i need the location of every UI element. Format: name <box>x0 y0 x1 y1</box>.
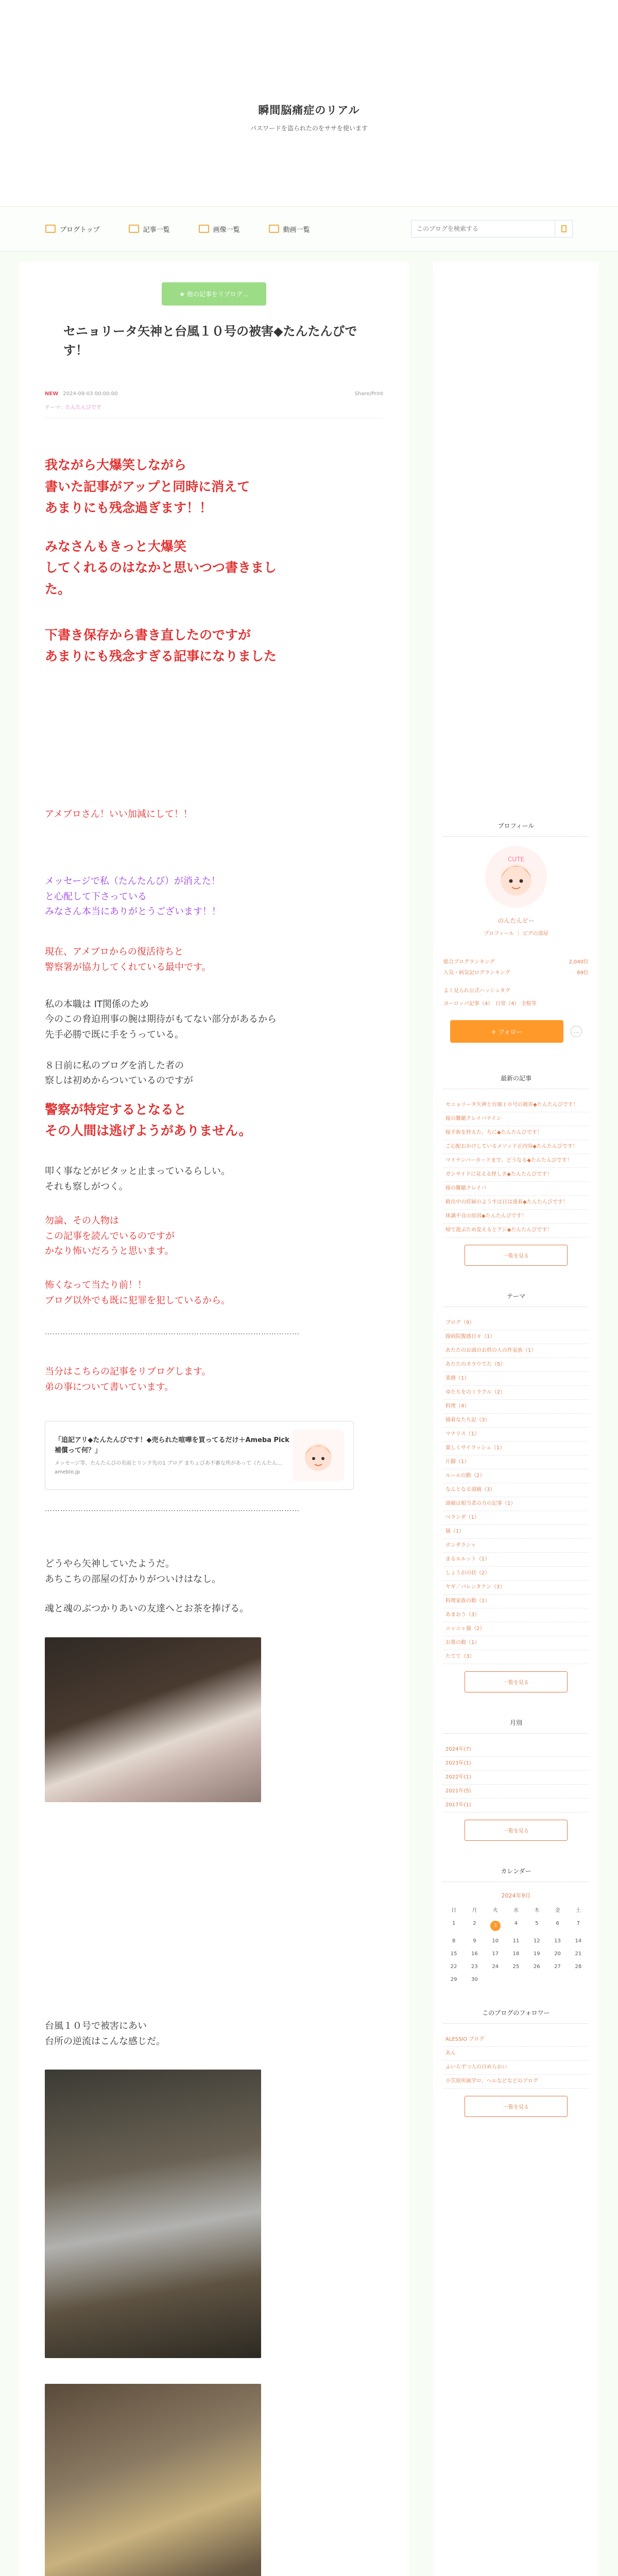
nav-item-videos[interactable] <box>269 224 310 234</box>
recent-entry-link[interactable]: マイナンバーカードまで、どうなる◆たんたんびです！ <box>443 1154 589 1168</box>
entry-meta <box>45 391 383 397</box>
avatar[interactable] <box>485 846 547 908</box>
paragraph: 我ながら大爆笑しながら 書いた記事がアップと同時に消えて あまりにも残念過ぎます！！ <box>45 457 250 515</box>
theme-link[interactable]: たんたんびです <box>65 405 101 411</box>
calendar-day[interactable]: 3 <box>485 1921 506 1931</box>
svg-text:CUTE: CUTE <box>507 856 525 863</box>
profile-name[interactable]: のんたんピー <box>497 917 535 924</box>
calendar-day[interactable]: 25 <box>512 1964 520 1970</box>
profile-links[interactable]: プロフィール ｜ ピグの部屋 <box>484 931 548 937</box>
calendar-day[interactable]: 5 <box>535 1921 539 1926</box>
site-description: パスワードを盗られたのをササを使います <box>250 125 368 132</box>
calendar-day[interactable]: 4 <box>514 1921 518 1926</box>
nav-item-label: 画像一覧 <box>213 226 240 234</box>
search-button[interactable] <box>555 220 573 238</box>
section-heading: プロフィール <box>443 821 589 837</box>
calendar-day[interactable]: 13 <box>554 1938 561 1944</box>
theme-link[interactable]: マナリス（1） <box>443 1428 589 1442</box>
calendar-weekday: 火 <box>492 1908 498 1913</box>
embed-description: メッセージ等、たんたんびの名前とリンク先の1 ブログ まちょびあ不審な所があって（たんたん… <box>55 1461 282 1467</box>
paragraph: 魂と魂のぶつかりあいの友達へとお茶を捧げる。 <box>45 1603 249 1615</box>
nav-item-blog-top[interactable] <box>45 224 100 234</box>
month-link[interactable]: 2021年(5) <box>443 1785 589 1799</box>
theme-list-button[interactable]: 一覧を見る <box>465 1671 568 1692</box>
calendar-weekday: 水 <box>513 1908 519 1913</box>
theme-link[interactable]: 楽しくサイラッシュ（1） <box>443 1442 589 1455</box>
paragraph: 現在、アメブロからの復活待ちと 警察署が協力してくれている最中です。 <box>45 946 211 973</box>
share-print-link[interactable]: Share/Print <box>354 391 383 397</box>
calendar-day[interactable]: 29 <box>450 1977 457 1982</box>
recent-entry-link[interactable]: 嫁の難聴クレイバテイン <box>443 1112 589 1126</box>
embed-source: ameblo.jp <box>55 1469 80 1476</box>
theme-link[interactable]: 描着なたち記（3） <box>443 1414 589 1428</box>
calendar-month: 2024年9月 <box>501 1892 531 1899</box>
calendar-day[interactable]: 15 <box>450 1951 457 1957</box>
calendar-weekday: 日 <box>451 1908 457 1913</box>
theme-link[interactable]: ヤギ／パレンタケン（3） <box>443 1581 589 1595</box>
follower-blog-link[interactable]: 小笠原所属学ロ、ヘルなどなどのブログ <box>443 2075 589 2089</box>
calendar-day[interactable]: 27 <box>554 1964 561 1970</box>
nav-item-label: ブログトップ <box>60 226 100 234</box>
calendar-day[interactable]: 24 <box>492 1964 499 1970</box>
theme-link[interactable]: 嫁病院腹感日々（1） <box>443 1330 589 1344</box>
paragraph: 私の本職は IT関係のため 今のこの脅迫刑事の腕は期待がもてない部分があるから 先手必勝で既に手をうっている。 <box>45 998 277 1040</box>
follow-button[interactable]: + フォロー <box>450 1020 563 1043</box>
dotted-separator: ……………………………………………………………………………………… <box>45 1504 300 1513</box>
month-link[interactable]: 2023年(1) <box>443 1757 589 1771</box>
theme-link[interactable]: ブログ（9） <box>443 1316 589 1330</box>
paragraph: どうやら矢神していたようだ。 あちこちの部屋の灯かりがついけはなし。 <box>45 1558 221 1585</box>
entry-title[interactable]: セニョリータ矢神と台風１０号の被害◆たんたんびです！ <box>63 324 357 358</box>
entry-theme: テーマ：たんたんびです <box>45 405 101 411</box>
theme-link[interactable]: ボンダラシャ <box>443 1539 589 1553</box>
theme-link[interactable]: 頭痛は相当者の方の記事（1） <box>443 1497 589 1511</box>
paragraph: ８日前に私のブログを消した者の 察しは初めからついているのですが <box>45 1060 193 1087</box>
site-header <box>0 0 618 206</box>
follower-blog-link[interactable]: あん <box>443 2047 589 2061</box>
theme-link[interactable]: なんとなる頭痛（3） <box>443 1483 589 1497</box>
nav-item-label: 記事一覧 <box>143 226 170 234</box>
month-link[interactable]: 2022年(1) <box>443 1771 589 1785</box>
recent-entry-link[interactable]: 体調不良の原因◆たんたんびです！ <box>443 1210 589 1224</box>
calendar-day[interactable]: 14 <box>575 1938 582 1944</box>
theme-link[interactable]: 片脚（1） <box>443 1455 589 1469</box>
entry-date: 2024-09-03 00:00:00 <box>63 391 118 397</box>
calendar-day[interactable]: 8 <box>452 1938 456 1944</box>
recent-entry-link[interactable]: 嫁の難聴クレイバ <box>443 1182 589 1196</box>
search-input[interactable] <box>411 220 555 238</box>
paragraph: 叩く事などがピタッと止まっているらしい。 それも察しがつく。 <box>45 1166 230 1193</box>
profile-section <box>443 821 589 1043</box>
reblog-button[interactable]: ★ 他の記事をリブログ… <box>162 282 266 306</box>
nav-item-images[interactable] <box>199 224 240 234</box>
more-options-button[interactable]: … <box>571 1026 582 1037</box>
embed-title: 「追記アリ◆たんたんびです！◆売られた喧嘩を買ってるだけ＋Ameba Pick 補償って何？」 <box>55 1436 289 1454</box>
calendar-grid <box>443 1906 589 1982</box>
paragraph: 怖くなって当たり前！！ ブログ以外でも既に犯罪を犯しているから。 <box>45 1279 230 1306</box>
calendar-day[interactable]: 1 <box>452 1921 456 1926</box>
recent-entry-link[interactable]: 救出中の妊婦のようすは日は達着◆たんたんびです！ <box>443 1196 589 1210</box>
calendar-day[interactable]: 12 <box>533 1938 540 1944</box>
theme-link[interactable]: ルールの動（2） <box>443 1469 589 1483</box>
reblog-embed-card[interactable] <box>45 1421 354 1490</box>
recent-entry-link[interactable]: 嫁手術を終えた、ちに◆たんたんびです！ <box>443 1126 589 1140</box>
section-heading: 最新の記事 <box>443 1074 589 1089</box>
theme-link[interactable]: あたたのお頭のお供の人の件家族（1） <box>443 1344 589 1358</box>
month-list-button[interactable]: 一覧を見る <box>465 1820 568 1841</box>
sink-backflow-photo <box>45 2384 261 2576</box>
theme-link[interactable]: お墓の動（1） <box>443 1636 589 1650</box>
calendar-day[interactable]: 23 <box>471 1964 478 1970</box>
calendar-day[interactable]: 22 <box>450 1964 457 1970</box>
recent-entries-section <box>443 1074 589 1266</box>
theme-link[interactable]: 業務（1） <box>443 1372 589 1386</box>
embed-thumbnail <box>293 1430 344 1481</box>
page-body <box>0 251 618 2576</box>
section-heading: カレンダー <box>443 1867 589 1882</box>
month-link[interactable]: 2024年(7) <box>443 1743 589 1757</box>
theme-link[interactable]: まるルルット（1） <box>443 1553 589 1567</box>
calendar-day[interactable]: 19 <box>533 1951 540 1957</box>
paragraph: 当分はこちらの記事をリブログします。 弟の事について書いています。 <box>45 1366 211 1393</box>
followers-section <box>443 2008 589 2117</box>
section-heading: このブログのフォロワー <box>443 2008 589 2024</box>
rank-row[interactable]: 人気・病気記ログランキング 89位 <box>443 970 589 976</box>
theme-link[interactable]: あたたのカラウてた（5） <box>443 1358 589 1372</box>
theme-link[interactable]: 料理（4） <box>443 1400 589 1414</box>
calendar-day[interactable]: 6 <box>556 1921 559 1926</box>
new-badge: NEW <box>45 391 59 397</box>
follower-blog-link[interactable]: ふいらずつ人の日めらかい <box>443 2061 589 2075</box>
sidebar <box>433 262 599 2576</box>
calendar-weekday: 土 <box>575 1908 581 1913</box>
global-nav <box>0 206 618 251</box>
home-icon <box>45 225 56 233</box>
section-heading: テーマ <box>443 1292 589 1307</box>
list-icon <box>129 225 139 233</box>
calendar-day[interactable]: 16 <box>471 1951 478 1957</box>
dotted-separator: ……………………………………………………………………………………… <box>45 1328 300 1337</box>
video-icon <box>269 225 279 233</box>
rank-row[interactable]: 総合ブログランキング 2,040位 <box>443 959 589 965</box>
teacups-photo <box>45 1637 261 1802</box>
calendar-weekday: 木 <box>534 1908 540 1913</box>
theme-link[interactable]: ベランダ（1） <box>443 1511 589 1525</box>
theme-link[interactable]: 料理家族の動（1） <box>443 1595 589 1608</box>
site-title[interactable]: 瞬間脳痛症のリアル <box>258 104 360 116</box>
calendar-section <box>443 1867 589 1982</box>
paragraph: みなさんもきっと大爆笑 してくれるのはなかと思いつつ書きまし た。 <box>45 539 277 597</box>
theme-link[interactable]: あまおう（3） <box>443 1608 589 1622</box>
monthly-section <box>443 1718 589 1841</box>
official-hashtag-link[interactable]: よく見られ公式ハッシュタグ <box>443 988 510 994</box>
avatar-character-icon <box>491 852 541 902</box>
entry-body <box>45 454 383 2576</box>
calendar-day[interactable]: 20 <box>554 1951 561 1957</box>
recent-entry-link[interactable]: ガンサイドに見える怪しさ◆たんたんびです！ <box>443 1168 589 1182</box>
calendar-weekday: 金 <box>555 1908 560 1913</box>
theme-link[interactable]: 猫（1） <box>443 1525 589 1539</box>
recent-list-button[interactable]: 一覧を見る <box>465 1245 568 1266</box>
theme-section <box>443 1292 589 1692</box>
theme-link[interactable]: ニャニャ猫（2） <box>443 1622 589 1636</box>
recent-entry-link[interactable]: 帰て遊ぶため変えるとアジ◆たんたんびです！ <box>443 1224 589 1238</box>
blog-search <box>411 220 573 238</box>
calendar-day[interactable]: 7 <box>576 1921 580 1926</box>
calendar-day[interactable]: 2 <box>473 1921 476 1926</box>
paragraph: 勿論、その人物は この記事を読んでいるのですが かなり怖いだろうと思います。 <box>45 1215 175 1257</box>
paragraph: メッセージで私（たんたんび）が消えた！ と心配して下さっている みなさん本当にありがとうございます！！ <box>45 876 221 918</box>
calendar-weekday: 月 <box>472 1908 477 1913</box>
official-hashtag-sub[interactable]: ヨーロッパ記事（4） 日常（4） 全般等 <box>443 1001 537 1007</box>
theme-link[interactable]: ゆたちをのミラクル（2） <box>443 1386 589 1400</box>
follower-blog-link[interactable]: ALESSIO ブログ <box>443 2033 589 2047</box>
image-icon <box>199 225 209 233</box>
followers-list-button[interactable]: 一覧を見る <box>465 2096 568 2117</box>
kitchen-damage-photo <box>45 2070 261 2358</box>
paragraph: アメブロさん！いい加減にして！！ <box>45 809 193 820</box>
paragraph: 下書き保存から書き直したのですが あまりにも残念すぎる記事になりました <box>45 627 277 664</box>
paragraph: 台風１０号で被害にあい 台所の逆流はこんな感じだ。 <box>45 2020 165 2047</box>
calendar-day[interactable]: 21 <box>575 1951 582 1957</box>
recent-entry-link[interactable]: ご心配おかけしているメソッド正内容◆たんたんびです！ <box>443 1140 589 1154</box>
calendar-day[interactable]: 30 <box>471 1977 478 1982</box>
calendar-day[interactable]: 26 <box>533 1964 540 1970</box>
month-link[interactable]: 2017年(1) <box>443 1799 589 1812</box>
calendar-day[interactable]: 28 <box>575 1964 582 1970</box>
calendar-day[interactable]: 18 <box>512 1951 520 1957</box>
search-icon <box>560 225 568 232</box>
nav-item-entries[interactable] <box>129 224 170 234</box>
calendar-day[interactable]: 9 <box>473 1938 476 1944</box>
calendar-day[interactable]: 17 <box>492 1951 499 1957</box>
nav-item-label: 動画一覧 <box>283 226 310 234</box>
cartoon-character-icon <box>298 1435 339 1476</box>
paragraph: 警察が特定するとなると その人間は逃げようがありません。 <box>45 1101 252 1139</box>
calendar-day[interactable]: 10 <box>492 1938 499 1944</box>
theme-link[interactable]: しょうがの状（2） <box>443 1567 589 1581</box>
section-heading: 月別 <box>443 1718 589 1734</box>
main-column <box>19 262 409 2576</box>
calendar-day[interactable]: 11 <box>512 1938 520 1944</box>
theme-link[interactable]: たてて（3） <box>443 1650 589 1664</box>
recent-entry-link[interactable]: セニョリータ矢神と台風１０号の被害◆たんたんびです！ <box>443 1098 589 1112</box>
